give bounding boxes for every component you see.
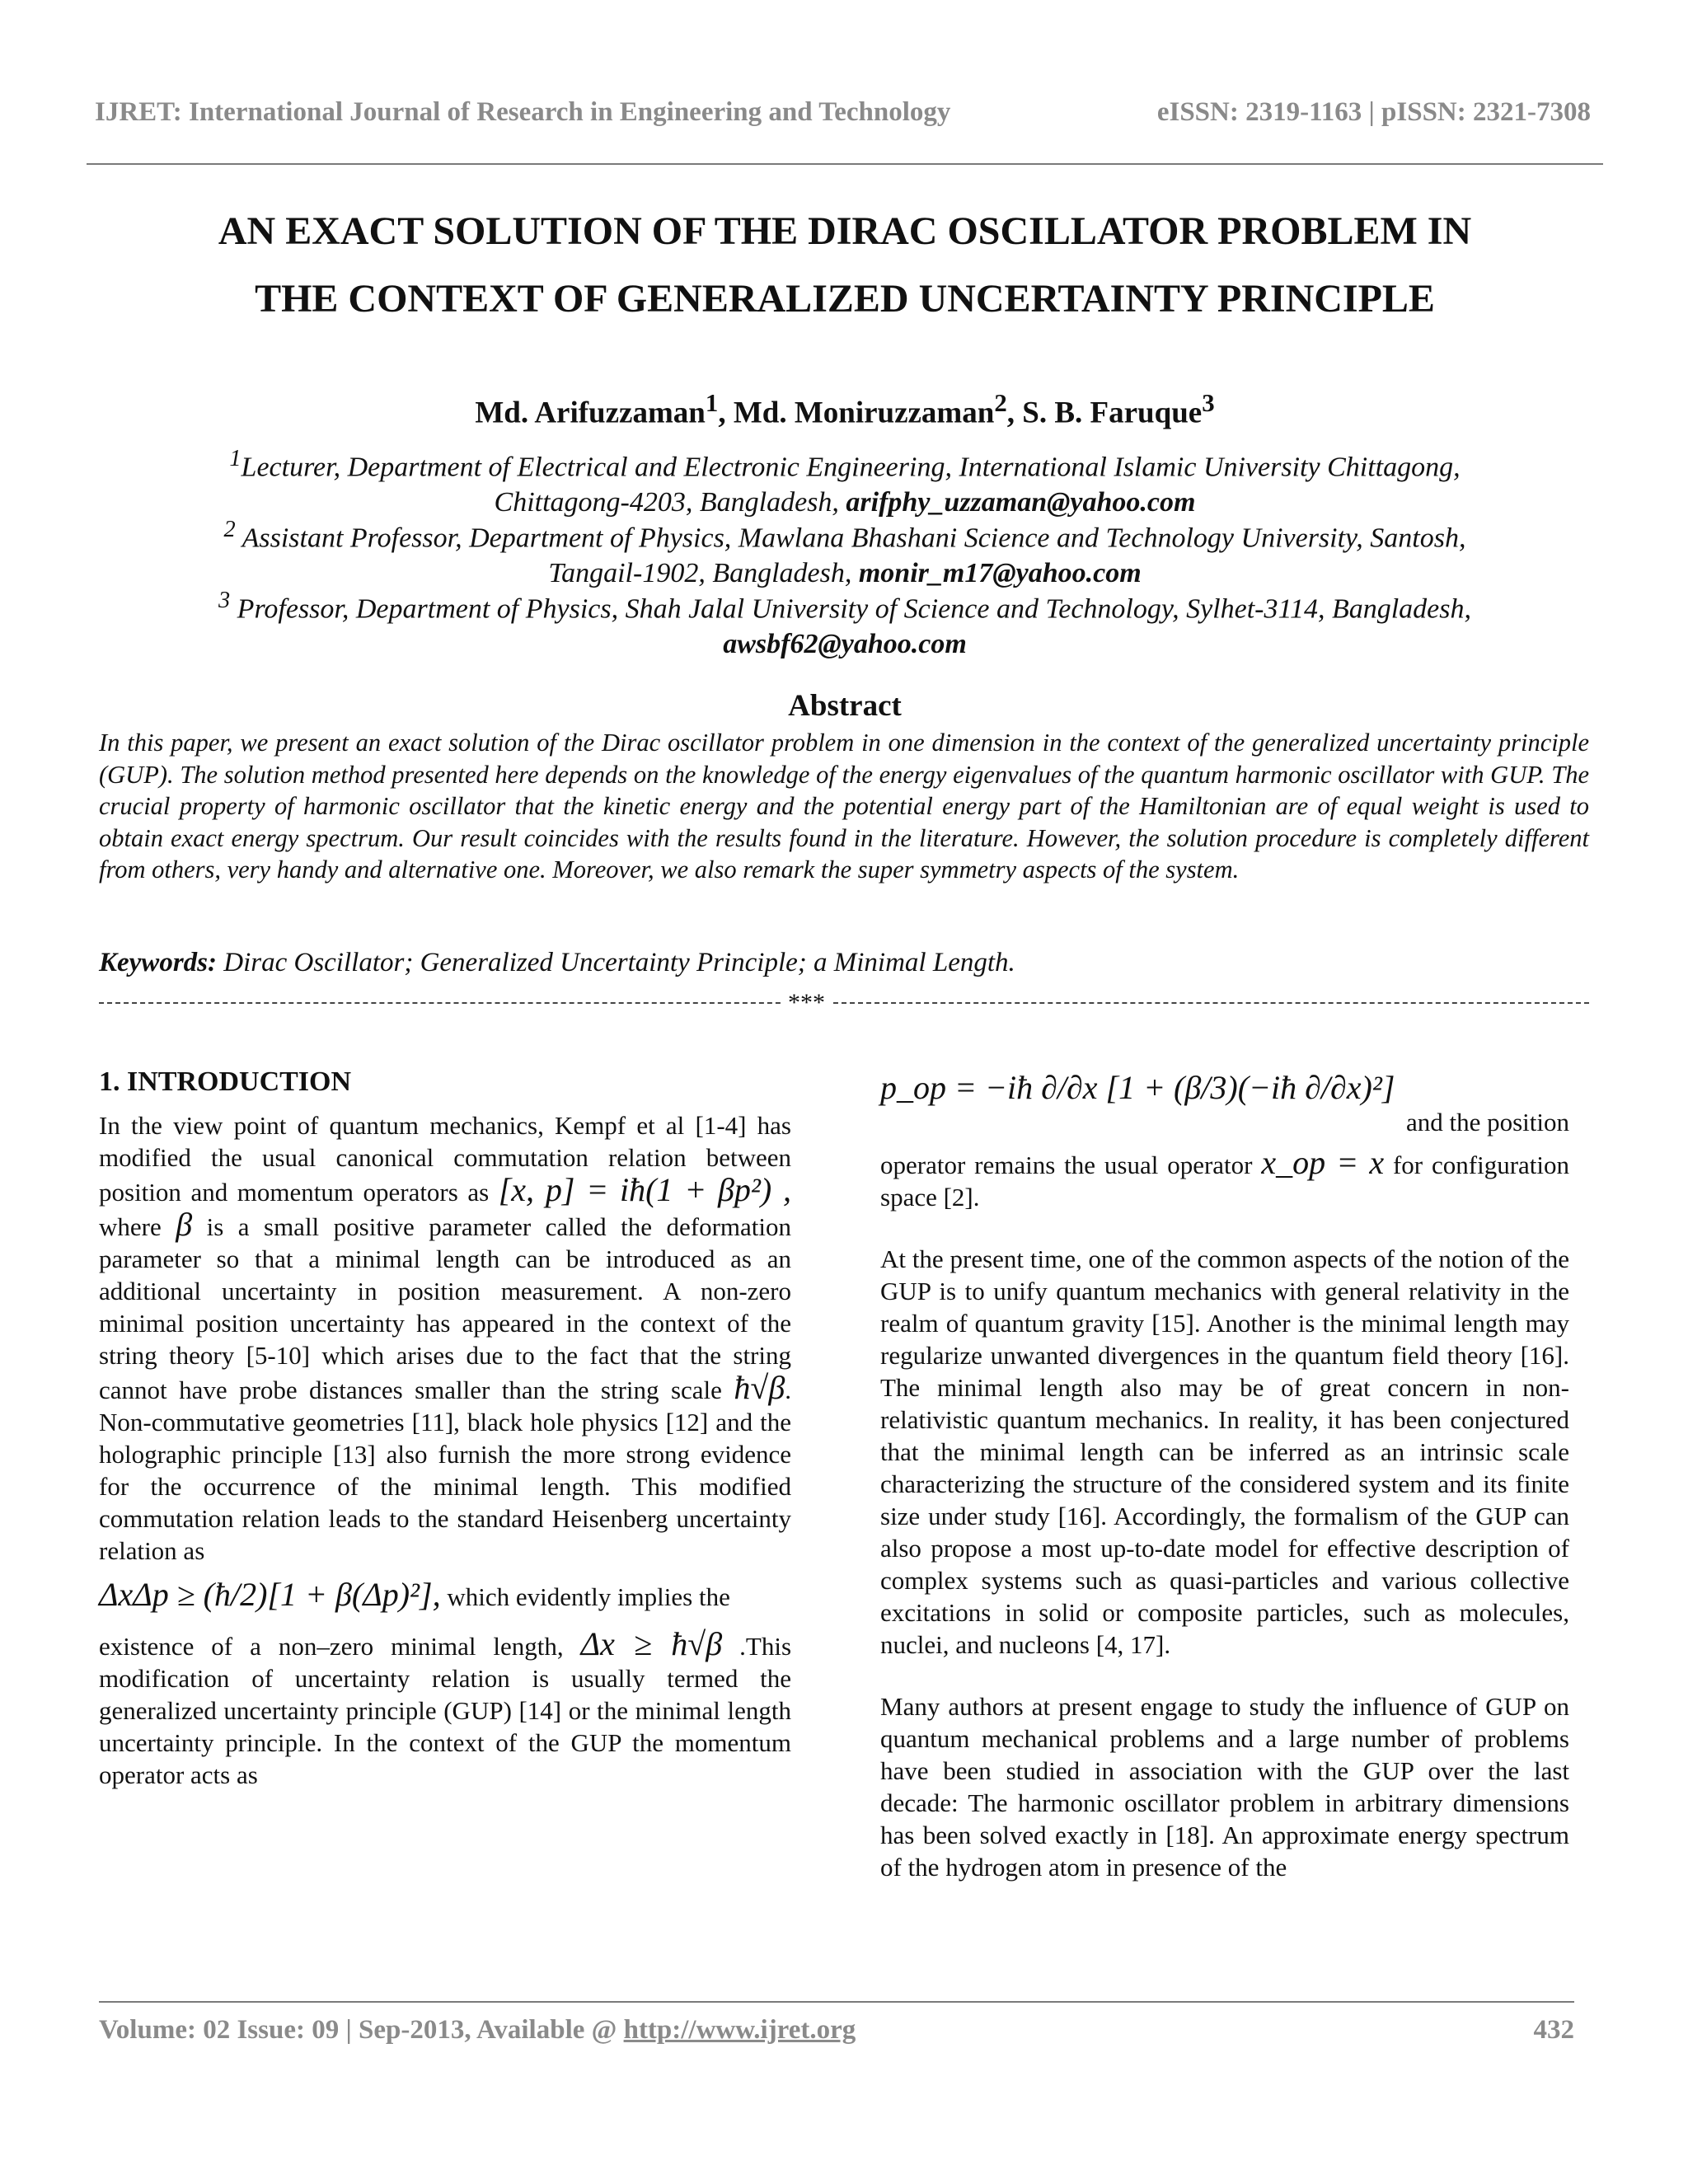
equation-heisenberg: ΔxΔp ≥ (ħ/2)[1 + β(Δp)²], <box>99 1576 441 1613</box>
equation-position-operator: x_op = x <box>1261 1144 1385 1181</box>
affiliation-3: $^3$ Professor, Department of Physics, Shah Jalal University of Science and Technology, Sylhet-3114, Bangladesh, awsbf62@yahoo.com <box>218 588 1471 660</box>
author-3: S. B. Faruque <box>1022 396 1203 430</box>
abstract-body: In this paper, we present an exact solution of the Dirac oscillator problem in one dimension in the context of the generalized uncertainty principle (GUP). The solution method presented here depends on the knowledge of the energy eigenvalues of the quantum harmonic oscillator with GUP. The crucial property of harmonic oscillator that the kinetic energy and the potential energy part of the Hamiltonian are of equal weight is used to obtain exact energy spectrum. Our result coincides with the results found in the literature. However, the solution procedure is completely different from others, very handy and alternative one. Moreover, we also remark the super symmetry aspects of the system. <box>99 729 1589 884</box>
intro-paragraph: In the view point of quantum mechanics, Kempf et al [1-4] has modified the usual canonical commutation relation between position and momentum operators as [x, p] = iħ(1 + βp²) , where β is a small positive parameter called the deformation parameter so that a minimal length can be introduced as an additional uncertainty in position measurement. A non-zero minimal position uncertainty has appeared in the context of the string theory [5-10] which arises due to the fact that the string cannot have probe distances smaller than the string scale ħ√β. Non-commutative geometries [11], black hole physics [12] and the holographic principle [13] also furnish the more strong evidence for the occurrence of the minimal length. This modified commutation relation leads to the standard Heisenberg uncertainty relation as <box>99 1111 791 1565</box>
equation-string-scale: ħ√β <box>734 1369 785 1406</box>
issn: eISSN: 2319-1163 | pISSN: 2321-7308 <box>1156 97 1591 127</box>
symbol-beta: β <box>176 1206 193 1243</box>
intro-paragraph-cont: existence of a non–zero minimal length, Δx ≥ ħ√β .This modification of uncertainty relation is usually termed the generalized uncertainty principle (GUP) [14] or the minimal length uncertainty principle. In the context of the GUP the momentum operator acts as <box>99 1625 792 1789</box>
email-1[interactable]: arifphy_uzzaman@yahoo.com <box>846 487 1196 518</box>
equation-momentum-operator: p_op = −iħ ∂/∂x [1 + (β/3)(−iħ ∂/∂x)²] <box>880 1069 1395 1106</box>
left-column <box>99 1066 791 1791</box>
right-column: p_op = −iħ ∂/∂x [1 + (β/3)(−iħ ∂/∂x)²] and the position operator remains the usual operator x_op = x for configuration space [2]. At the present time, one of the common aspects of the notion of the GUP is to unify quantum mechanics with general relativity in the realm of quantum gravity [15]. Another is the minimal length may regularize unwanted divergences in the quantum field theory [16]. The minimal length also may be of great concern in non-relativistic quantum mechanics. In reality, it has been conjectured that the minimal length can be inferred as an intrinsic scale characterizing the structure of the considered system and its finite size under study [16]. Accordingly, the formalism of the GUP can also propose a most up-to-date model for effective description of complex systems such as quasi-particles and various collective excitations in solid or composite particles, such as molecules, nuclei, and nucleons [4, 17]. Many authors at present engage to study the influence of GUP on quantum mechanical problems and a large number of problems have been studied in association with the GUP over the last decade: The harmonic oscillator problem in arbitrary dimensions has been solved exactly in [18]. An approximate energy spectrum of the hydrogen atom in presence of the <box>880 1069 1570 1882</box>
header-rule <box>87 163 1603 165</box>
running-header <box>95 97 1591 128</box>
heisenberg-line: ΔxΔp ≥ (ħ/2)[1 + β(Δp)²], which evidently implies the <box>99 1576 730 1613</box>
section-heading-introduction: 1. INTRODUCTION <box>99 1066 352 1097</box>
equation-commutator: [x, p] = iħ(1 + βp²) , <box>498 1171 791 1208</box>
paper-title <box>87 198 1603 333</box>
paragraph-gup-studies: Many authors at present engage to study the influence of GUP on quantum mechanical problems and a large number of problems have been studied in association with the GUP over the last decade: The harmonic oscillator problem in arbitrary dimensions has been solved exactly in [18]. An approximate energy spectrum of the hydrogen atom in presence of the <box>880 1692 1569 1882</box>
journal-link[interactable]: http://www.ijret.org <box>623 2015 856 2045</box>
author-1: Md. Arifuzzaman <box>475 396 706 430</box>
email-3[interactable]: awsbf62@yahoo.com <box>723 629 967 660</box>
footer: Volume: 02 Issue: 09 | Sep-2013, Available @ http://www.ijret.org 432 <box>99 2015 1574 2045</box>
abstract-heading: Abstract <box>788 689 902 723</box>
footer-rule <box>99 2001 1574 2003</box>
equation-minimal-length: Δx ≥ ħ√β <box>580 1625 723 1662</box>
momentum-operator-line <box>880 1071 1569 1106</box>
position-operator-line: operator remains the usual operator x_op = x for configuration space [2]. <box>880 1144 1570 1212</box>
author-2: Md. Moniruzzaman <box>733 396 995 430</box>
separator-mark: *** <box>783 989 830 1017</box>
affiliation-2: $^2$ Assistant Professor, Department of Physics, Mawlana Bhashani Science and Technology University, Santosh, Tangail-1902, Bangladesh, monir_m17@yahoo.com <box>223 517 1466 589</box>
keywords: Keywords: Dirac Oscillator; Generalized Uncertainty Principle; a Minimal Length. <box>99 948 1015 977</box>
section-separator <box>99 1002 1589 1004</box>
author-list: Md. Arifuzzaman$^1$, Md. Moniruzzaman$^2$, S. B. Faruque$^3$ <box>475 389 1215 430</box>
journal-name: IJRET: International Journal of Research in Engineering and Technology <box>95 97 951 127</box>
paragraph-gup-aspects: At the present time, one of the common aspects of the notion of the GUP is to unify quantum mechanics with general relativity in the realm of quantum gravity [15]. Another is the minimal length may regularize unwanted divergences in the quantum field theory [16]. The minimal length also may be of great concern in non-relativistic quantum mechanics. In reality, it has been conjectured that the minimal length can be inferred as an intrinsic scale characterizing the structure of the considered system and its finite size under study [16]. Accordingly, the formalism of the GUP can also propose a most up-to-date model for effective description of complex systems such as quasi-particles and various collective excitations in solid or composite particles, such as molecules, nuclei, and nucleons [4, 17]. <box>880 1244 1569 1659</box>
page-number: 432 <box>1533 2015 1574 2045</box>
title-line-2: THE CONTEXT OF GENERALIZED UNCERTAINTY PRINCIPLE <box>255 277 1435 321</box>
affiliation-1: $^1$Lecturer, Department of Electrical and Electronic Engineering, International Islamic University Chittagong, Chittagong-4203, Bangladesh, arifphy_uzzaman@yahoo.com <box>229 446 1461 518</box>
email-2[interactable]: monir_m17@yahoo.com <box>858 558 1142 589</box>
title-line-1: AN EXACT SOLUTION OF THE DIRAC OSCILLATOR PROBLEM IN <box>218 209 1472 253</box>
